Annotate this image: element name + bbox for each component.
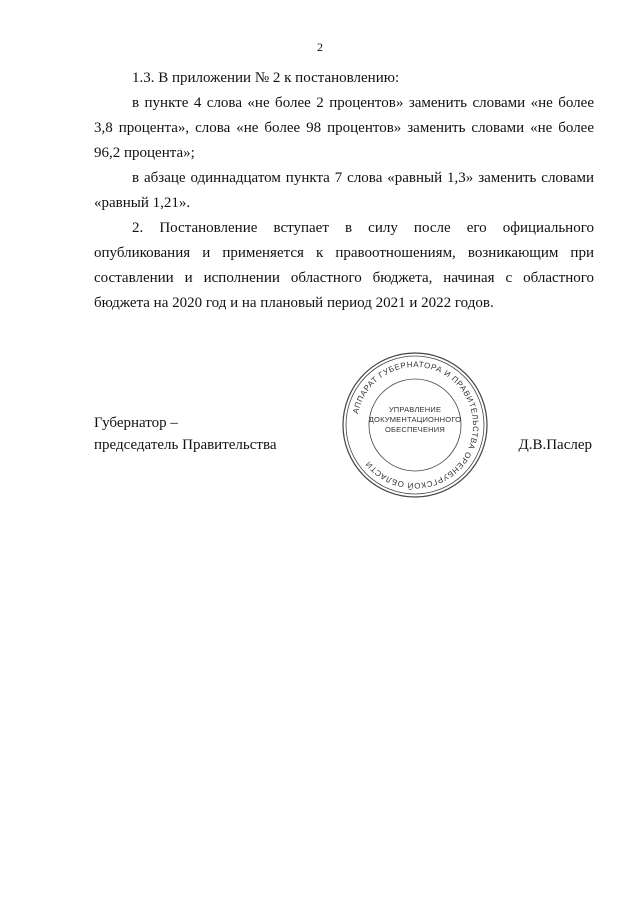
paragraph-1-3: 1.3. В приложении № 2 к постановлению: — [132, 70, 400, 86]
signatory-title — [94, 412, 277, 456]
paragraph-2: 2. Постановление вступает в силу после его официального опубликования и применяется к правоотношениям, возникающим при составлении и исполнении областного бюджета, начиная с областного бюджета на 2020 год и на плановый период 2021 и 2022 годов. — [94, 220, 594, 311]
seal-ring-text: АППАРАТ ГУБЕРНАТОРА И ПРАВИТЕЛЬСТВА ОРЕНБУРГСКОЙ ОБЛАСТИ — [351, 359, 481, 491]
paragraph-point-4: в пункте 4 слова «не более 2 процентов» заменить словами «не более 3,8 процента», слова «не более 98 процентов» заменить словами «не более 96,2 процента»; — [94, 95, 594, 161]
page-number: 2 — [317, 40, 323, 54]
signatory-name: Д.В.Паслер — [518, 437, 592, 453]
signatory-title-line1: Губернатор – — [94, 415, 178, 431]
document-body — [94, 66, 594, 316]
seal-inner-line3: ОБЕСПЕЧЕНИЯ — [385, 425, 445, 434]
paragraph-point-7: в абзаце одиннадцатом пункта 7 слова «равный 1,3» заменить словами «равный 1,21». — [94, 170, 594, 211]
seal-inner-line2: ДОКУМЕНТАЦИОННОГО — [368, 415, 462, 424]
seal-inner-text — [340, 405, 490, 435]
signatory-title-line2: председатель Правительства — [94, 437, 277, 453]
seal-inner-line1: УПРАВЛЕНИЕ — [388, 405, 442, 414]
